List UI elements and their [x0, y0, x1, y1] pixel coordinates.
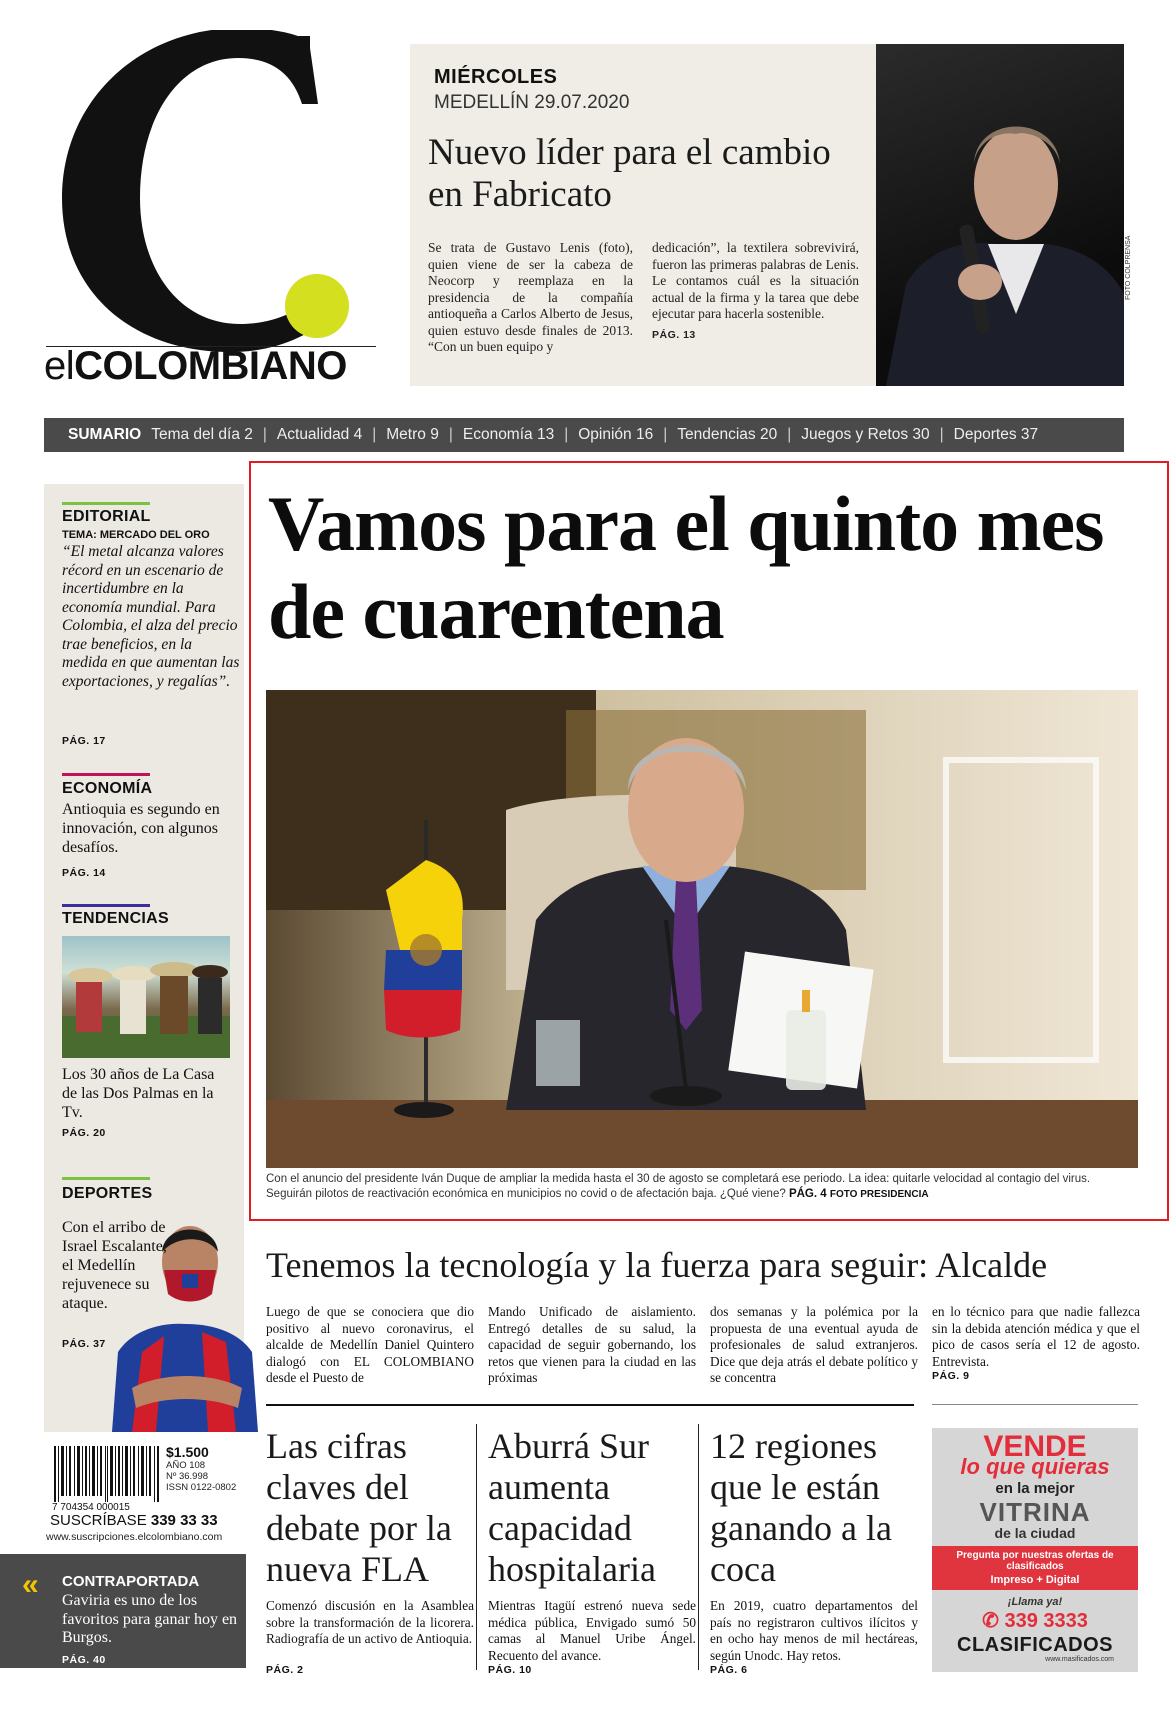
ad-vende: VENDE	[983, 1430, 1087, 1463]
deportes-page: PÁG. 37	[62, 1338, 106, 1350]
main-caption-credit: FOTO PRESIDENCIA	[829, 1189, 929, 1200]
main-caption-text: Con el anuncio del presidente Iván Duque de ampliar la medida hasta el 30 de agosto se completará ese periodo. La idea: quitarle velocidad al contagio del virus. Seguirán pilotos de reactivación económica en municipios no covid o de afectación baja. ¿Qué viene?	[266, 1173, 1091, 1200]
section-divider	[932, 1404, 1138, 1405]
ad-url[interactable]: www.masificados.com	[1045, 1656, 1114, 1663]
economia-text: Antioquia es segundo en innovación, con algunos desafíos.	[62, 801, 220, 856]
ad-clasificados-logo: CLASIFICADOS	[957, 1634, 1113, 1656]
ad-impreso-digital: Impreso + Digital	[990, 1574, 1080, 1586]
main-photo[interactable]	[266, 690, 1138, 1168]
top-story-col2-text: dedicación”, la textilera sobrevivirá, fueron las primeras palabras de Lenis. Le contamos cuál es la situación actual de la firma y la tarea que debe ejecutar para hacerla sostenible.	[652, 240, 859, 321]
tendencias-rule	[62, 904, 150, 907]
top-story-page: PÁG. 13	[652, 328, 696, 341]
top-story-photo[interactable]	[876, 44, 1124, 386]
second-page: PÁG. 9	[932, 1370, 970, 1382]
subscribe-url[interactable]: www.suscripciones.elcolombiano.com	[46, 1531, 223, 1543]
subscribe-phone[interactable]: 339 33 33	[150, 1512, 218, 1529]
price: $1.500	[166, 1444, 209, 1460]
sumario-item[interactable]: Economía 13	[462, 426, 555, 443]
economia-rule	[62, 773, 150, 776]
contraportada-text: Gaviria es uno de los favoritos para ganar hoy en Burgos.	[62, 1592, 238, 1646]
main-caption-page: PÁG. 4	[788, 1188, 827, 1200]
sumario-item[interactable]: Metro 9	[386, 426, 439, 443]
deportes-rule	[62, 1177, 150, 1180]
tendencias-page: PÁG. 20	[62, 1127, 106, 1139]
subscribe-label: SUSCRÍBASE	[50, 1512, 147, 1529]
section-divider	[266, 1404, 914, 1406]
editorial-quote: “El metal alcanza valores récord en un escenario de incertidumbre en la economía mundial. Para Colombia, el alza del precio trae beneficios, en la medida en que aumentan las exportaciones, y regalías”.	[62, 543, 240, 690]
edition-number: Nº 36.998	[166, 1471, 209, 1482]
photo-hand	[958, 264, 1002, 300]
top-photo-credit: FOTO COLPRENSA	[1125, 235, 1132, 300]
contraportada-title[interactable]: CONTRAPORTADA	[62, 1573, 200, 1590]
economia-page: PÁG. 14	[62, 867, 106, 879]
bottom-story-headline[interactable]: Las cifras claves del debate por la nueva FLA	[266, 1426, 452, 1589]
subscribe-line[interactable]	[50, 1512, 218, 1529]
ad-en-la-mejor: en la mejor	[995, 1480, 1075, 1497]
sumario-item[interactable]: Tendencias 20	[677, 426, 778, 443]
contraportada-page: PÁG. 40	[62, 1654, 106, 1666]
top-story-col1: Se trata de Gustavo Lenis (foto), quien viene de ser la cabeza de Neocorp y reemplaza en la presidencia de la compañía antioqueña a Carlos Alberto de Jesus, quien estuvo desde finales de 2013. “Con un buen equipo y	[428, 240, 633, 354]
sumario-item[interactable]: Opinión 16	[578, 426, 654, 443]
double-chevron-left-icon: «	[22, 1568, 39, 1601]
editorial-title[interactable]: EDITORIAL	[62, 508, 151, 525]
second-col2: Mando Unificado de aislamiento. Entregó detalles de su salud, la capacidad de seguir gobernando, los retos que vienen para la ciudad en las próximas	[488, 1304, 696, 1385]
ad-phone[interactable]	[932, 1608, 1138, 1633]
bottom-story-headline[interactable]: Aburrá Sur aumenta capacidad hospitalaria	[488, 1426, 656, 1589]
bottom-story-page: PÁG. 10	[488, 1664, 532, 1676]
column-divider	[476, 1424, 477, 1670]
sumario-bar: SUMARIO Tema del día 2 | Actualidad 4 | Metro 9 | Economía 13 | Opinión 16 | Tendencias 20 | Juegos y Retos 30 | Deportes 37	[44, 418, 1124, 452]
bottom-story-text: Comenzó discusión en la Asamblea sobre la transformación de la licorera. Radiografía de un activo de Antioquia.	[266, 1598, 474, 1646]
bottom-story-text: Mientras Itagüí estrenó nueva sede médica pública, Envigado sumó 50 camas al Manuel Uribe Ángel. Recuento del avance.	[488, 1598, 696, 1663]
ad-de-la-ciudad: de la ciudad	[994, 1525, 1076, 1541]
brand-colombiano: COLOMBIANO	[74, 344, 347, 388]
second-col4: en lo técnico para que nadie fallezca sin la debida atención médica y que el pico de casos sería el 12 de agosto. Entrevista.	[932, 1304, 1140, 1369]
brand-name[interactable]	[44, 344, 384, 389]
tendencias-text: Los 30 años de La Casa de las Dos Palmas en la Tv.	[62, 1066, 215, 1121]
photo-figure-head	[974, 128, 1058, 240]
main-caption	[266, 1172, 1138, 1202]
top-story-headline[interactable]: Nuevo líder para el cambio en Fabricato	[428, 132, 831, 215]
masthead-logo[interactable]	[40, 30, 380, 360]
ad-vitrina: VITRINA	[979, 1497, 1091, 1527]
brand-el: el	[44, 344, 75, 388]
second-col1: Luego de que se conociera que dio positivo al nuevo coronavirus, el alcalde de Medellín Daniel Quintero dialogó con EL COLOMBIANO desde el Puesto de	[266, 1304, 474, 1385]
deportes-title[interactable]: DEPORTES	[62, 1185, 153, 1202]
barcode	[52, 1446, 162, 1502]
sumario-label: SUMARIO	[68, 426, 142, 443]
tendencias-photo[interactable]	[62, 936, 230, 1058]
column-divider	[698, 1424, 699, 1670]
sumario-item[interactable]: Tema del día 2	[151, 426, 253, 443]
main-photo-bottle	[786, 1010, 826, 1090]
ad-lo-que-quieras: lo que quieras	[960, 1454, 1110, 1479]
main-headline[interactable]: Vamos para el quinto mes de cuarentena	[268, 480, 1104, 655]
issn: ISSN 0122-0802	[166, 1482, 237, 1493]
editorial-page: PÁG. 17	[62, 735, 106, 747]
bottom-story-text: En 2019, cuatro departamentos del país no registraron cultivos ilícitos y en ocho hay menos de mil hectáreas, según Unodc. Hay retos.	[710, 1598, 918, 1663]
edition-year: AÑO 108	[166, 1460, 206, 1471]
barcode-digits: 7 704354 000015	[52, 1502, 130, 1513]
main-photo-flag-red	[384, 990, 462, 1038]
logo-dot	[285, 274, 349, 338]
editorial-rule	[62, 502, 150, 505]
weekday: MIÉRCOLES	[434, 66, 558, 88]
editorial-subtitle: TEMA: MERCADO DEL ORO	[62, 529, 210, 541]
dateline: MEDELLÍN 29.07.2020	[434, 92, 630, 113]
top-story-col2	[652, 240, 859, 343]
ad-llama-ya: ¡Llama ya!	[1007, 1596, 1063, 1608]
main-photo-glass	[536, 1020, 580, 1086]
tendencias-title[interactable]: TENDENCIAS	[62, 910, 170, 927]
deportes-text: Con el arribo de Israel Escalante, el Medellín rejuvenece su ataque.	[62, 1219, 167, 1312]
sumario-item[interactable]: Deportes 37	[953, 426, 1039, 443]
sumario-item[interactable]: Actualidad 4	[276, 426, 363, 443]
ad-pregunta: Pregunta por nuestras ofertas de clasificados	[956, 1550, 1114, 1572]
bottom-story-page: PÁG. 6	[710, 1664, 748, 1676]
second-headline[interactable]: Tenemos la tecnología y la fuerza para seguir: Alcalde	[266, 1245, 1048, 1285]
economia-title[interactable]: ECONOMÍA	[62, 780, 153, 797]
second-col3: dos semanas y la polémica por la propuesta de una eventual ayuda de profesionales de salud extranjeros. Dice que deja atrás el debate político y se concentra	[710, 1304, 918, 1385]
bottom-story-page: PÁG. 2	[266, 1664, 304, 1676]
bottom-story-headline[interactable]: 12 regiones que le están ganando a la coca	[710, 1426, 892, 1589]
sumario-item[interactable]: Juegos y Retos 30	[801, 426, 930, 443]
whatsapp-icon: ✆	[982, 1610, 999, 1632]
ad-phone-number: 339 3333	[1004, 1610, 1088, 1632]
